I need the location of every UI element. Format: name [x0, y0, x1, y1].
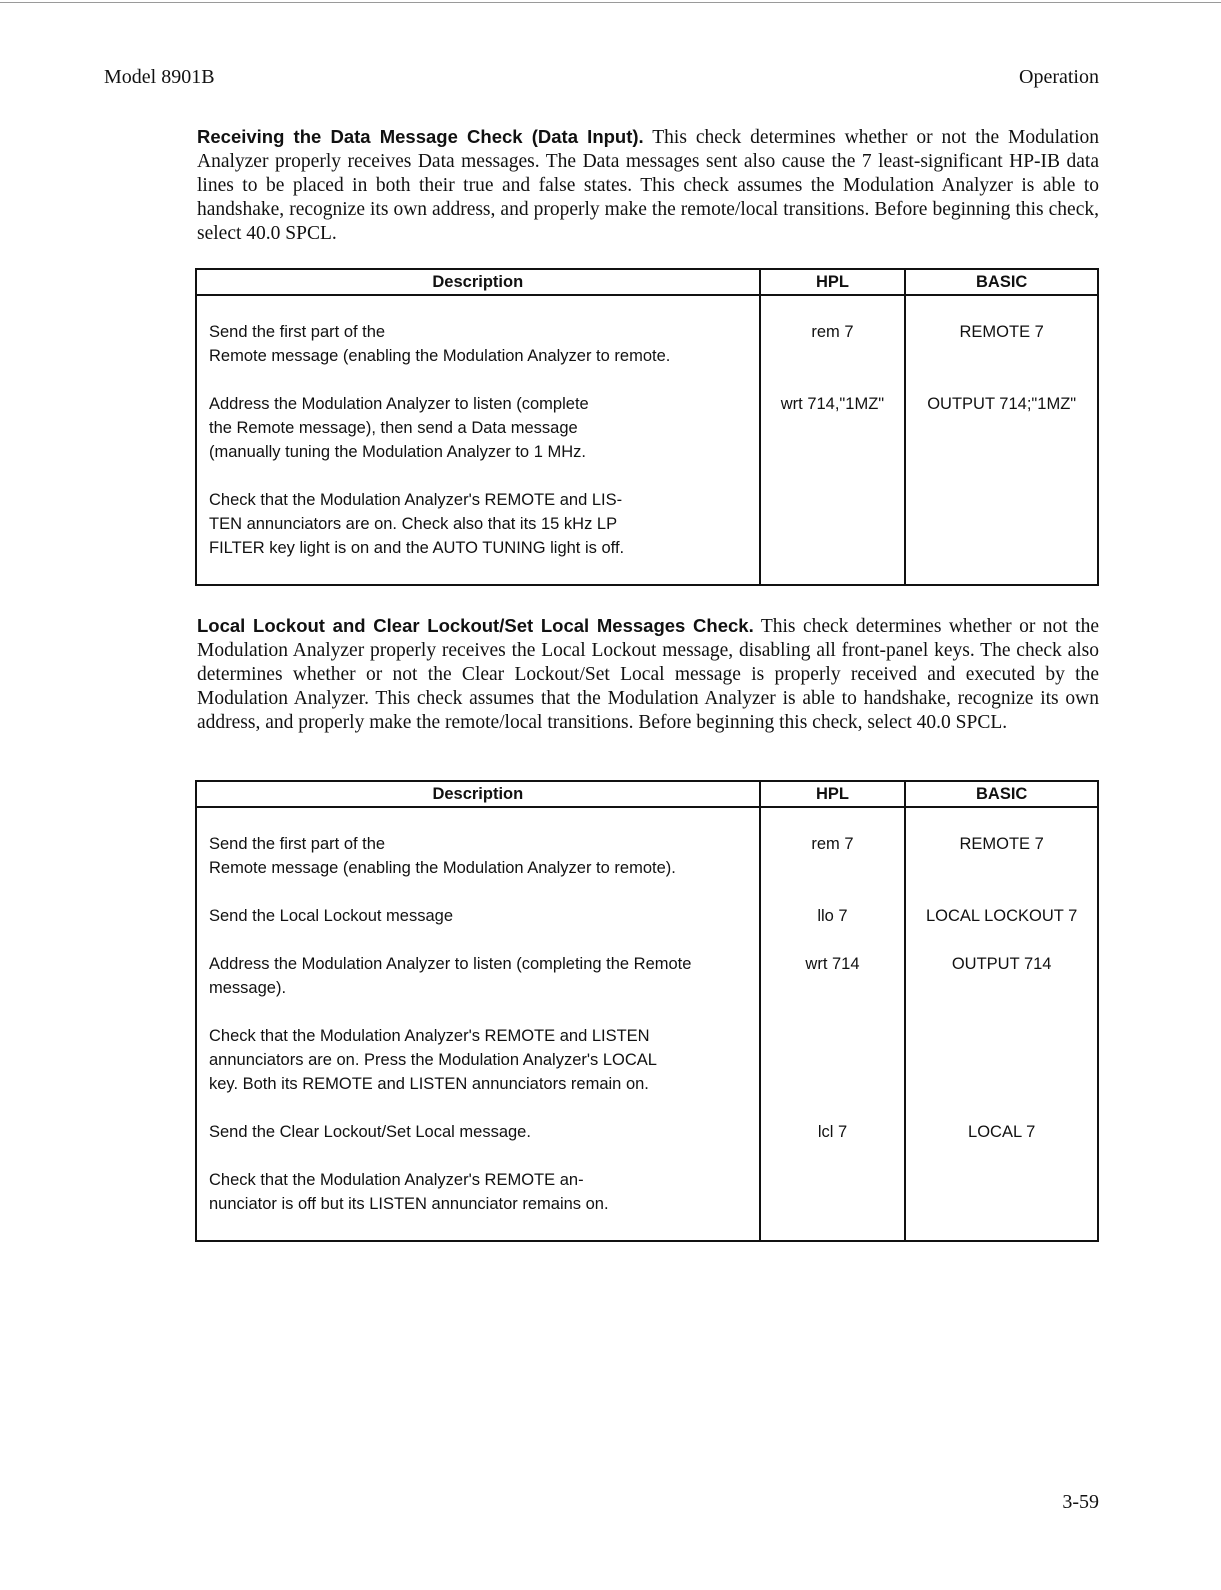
basic-cell [905, 1144, 1098, 1241]
description-cell [196, 368, 760, 464]
table-row [196, 295, 1098, 368]
table-row [196, 464, 1098, 585]
description-line: FILTER key light is on and the AUTO TUNING light is off. [209, 539, 625, 557]
hpl-cell: rem 7 [760, 295, 906, 368]
basic-cell: REMOTE 7 [905, 807, 1098, 880]
description-cell [196, 807, 760, 880]
description-cell [196, 1144, 760, 1241]
description-cell [196, 928, 760, 1000]
description-line: Remote message (enabling the Modulation Analyzer to remote). [209, 859, 676, 877]
description-line: Send the first part of the [209, 835, 386, 853]
hpl-cell: wrt 714,"1MZ" [760, 368, 906, 464]
section-body: This check determines whether or not the Modulation Analyzer properly receives Data messages. The Data messages sent also cause the 7 least-significant HP-IB data lines to be placed in both their true and false states. This check assumes the Modulation Analyzer is able to handshake, recognize its own address, and properly make the remote/local transitions. Before beginning this check, select 40.0 SPCL. [197, 127, 1100, 244]
table-row [196, 928, 1098, 1000]
basic-cell: OUTPUT 714;"1MZ" [905, 368, 1098, 464]
column-header-description: Description [196, 269, 760, 295]
description-cell [196, 880, 760, 928]
column-header-basic: BASIC [905, 269, 1098, 295]
basic-cell: OUTPUT 714 [905, 928, 1098, 1000]
basic-cell [905, 1000, 1098, 1096]
hpl-cell: lcl 7 [760, 1096, 906, 1144]
table-row [196, 1000, 1098, 1096]
hpl-cell: llo 7 [760, 880, 906, 928]
table-header-row [196, 269, 1098, 295]
hpl-cell [760, 464, 906, 585]
top-rule [0, 2, 1221, 3]
description-line: Address the Modulation Analyzer to listen (complete [209, 395, 589, 413]
description-line: Send the Local Lockout message [209, 907, 453, 925]
table-row [196, 807, 1098, 880]
description-line: TEN annunciators are on. Check also that its 15 kHz LP [209, 515, 618, 533]
description-cell [196, 295, 760, 368]
description-cell [196, 464, 760, 585]
section-body: This check determines whether or not the Modulation Analyzer properly receives the Local Lockout message, disabling all front-panel keys. The check also determines whether or not the Clear Lockout/Set Local message is properly received and executed by the Modulation Analyzer. This check assumes that the Modulation Analyzer is able to handshake, recognize its own address, and properly make the remote/local transitions. Before beginning this check, select 40.0 SPCL. [197, 616, 1099, 733]
running-head-section: Operation [1019, 66, 1099, 88]
description-line: the Remote message), then send a Data message [209, 419, 578, 437]
page-number: 3-59 [1062, 1491, 1099, 1513]
description-line: (manually tuning the Modulation Analyzer to 1 MHz. [209, 443, 586, 461]
column-header-hpl: HPL [760, 781, 906, 807]
table-header-row [196, 781, 1098, 807]
section-heading: Local Lockout and Clear Lockout/Set Local Messages Check. [197, 615, 754, 636]
hpl-cell: wrt 714 [760, 928, 906, 1000]
section-heading: Receiving the Data Message Check (Data Input). [197, 126, 644, 147]
basic-cell [905, 464, 1098, 585]
basic-cell: REMOTE 7 [905, 295, 1098, 368]
description-line: Remote message (enabling the Modulation Analyzer to remote. [209, 347, 671, 365]
description-line: Check that the Modulation Analyzer's REMOTE and LISTEN [209, 1027, 650, 1045]
section-local-lockout-check [197, 614, 1099, 735]
column-header-basic: BASIC [905, 781, 1098, 807]
description-cell [196, 1096, 760, 1144]
command-table-data-input [195, 268, 1099, 586]
basic-cell: LOCAL LOCKOUT 7 [905, 880, 1098, 928]
description-line: Check that the Modulation Analyzer's REMOTE and LIS- [209, 491, 623, 509]
description-line: nunciator is off but its LISTEN annunciator remains on. [209, 1195, 609, 1213]
description-line: Send the first part of the [209, 323, 386, 341]
table-row [196, 1144, 1098, 1241]
description-line: annunciators are on. Press the Modulation Analyzer's LOCAL [209, 1051, 657, 1069]
description-line: Address the Modulation Analyzer to listen (completing the Remote [209, 955, 692, 973]
running-head-model: Model 8901B [104, 66, 215, 88]
basic-cell: LOCAL 7 [905, 1096, 1098, 1144]
hpl-cell: rem 7 [760, 807, 906, 880]
description-line: key. Both its REMOTE and LISTEN annunciators remain on. [209, 1075, 649, 1093]
column-header-description: Description [196, 781, 760, 807]
description-cell [196, 1000, 760, 1096]
description-line: Send the Clear Lockout/Set Local message. [209, 1123, 531, 1141]
description-line: Check that the Modulation Analyzer's REMOTE an- [209, 1171, 584, 1189]
command-table-local-lockout [195, 780, 1099, 1242]
table-row [196, 368, 1098, 464]
table-row [196, 880, 1098, 928]
column-header-hpl: HPL [760, 269, 906, 295]
section-data-message-check [197, 125, 1099, 246]
hpl-cell [760, 1000, 906, 1096]
table-row [196, 1096, 1098, 1144]
description-line: message). [209, 979, 287, 997]
hpl-cell [760, 1144, 906, 1241]
